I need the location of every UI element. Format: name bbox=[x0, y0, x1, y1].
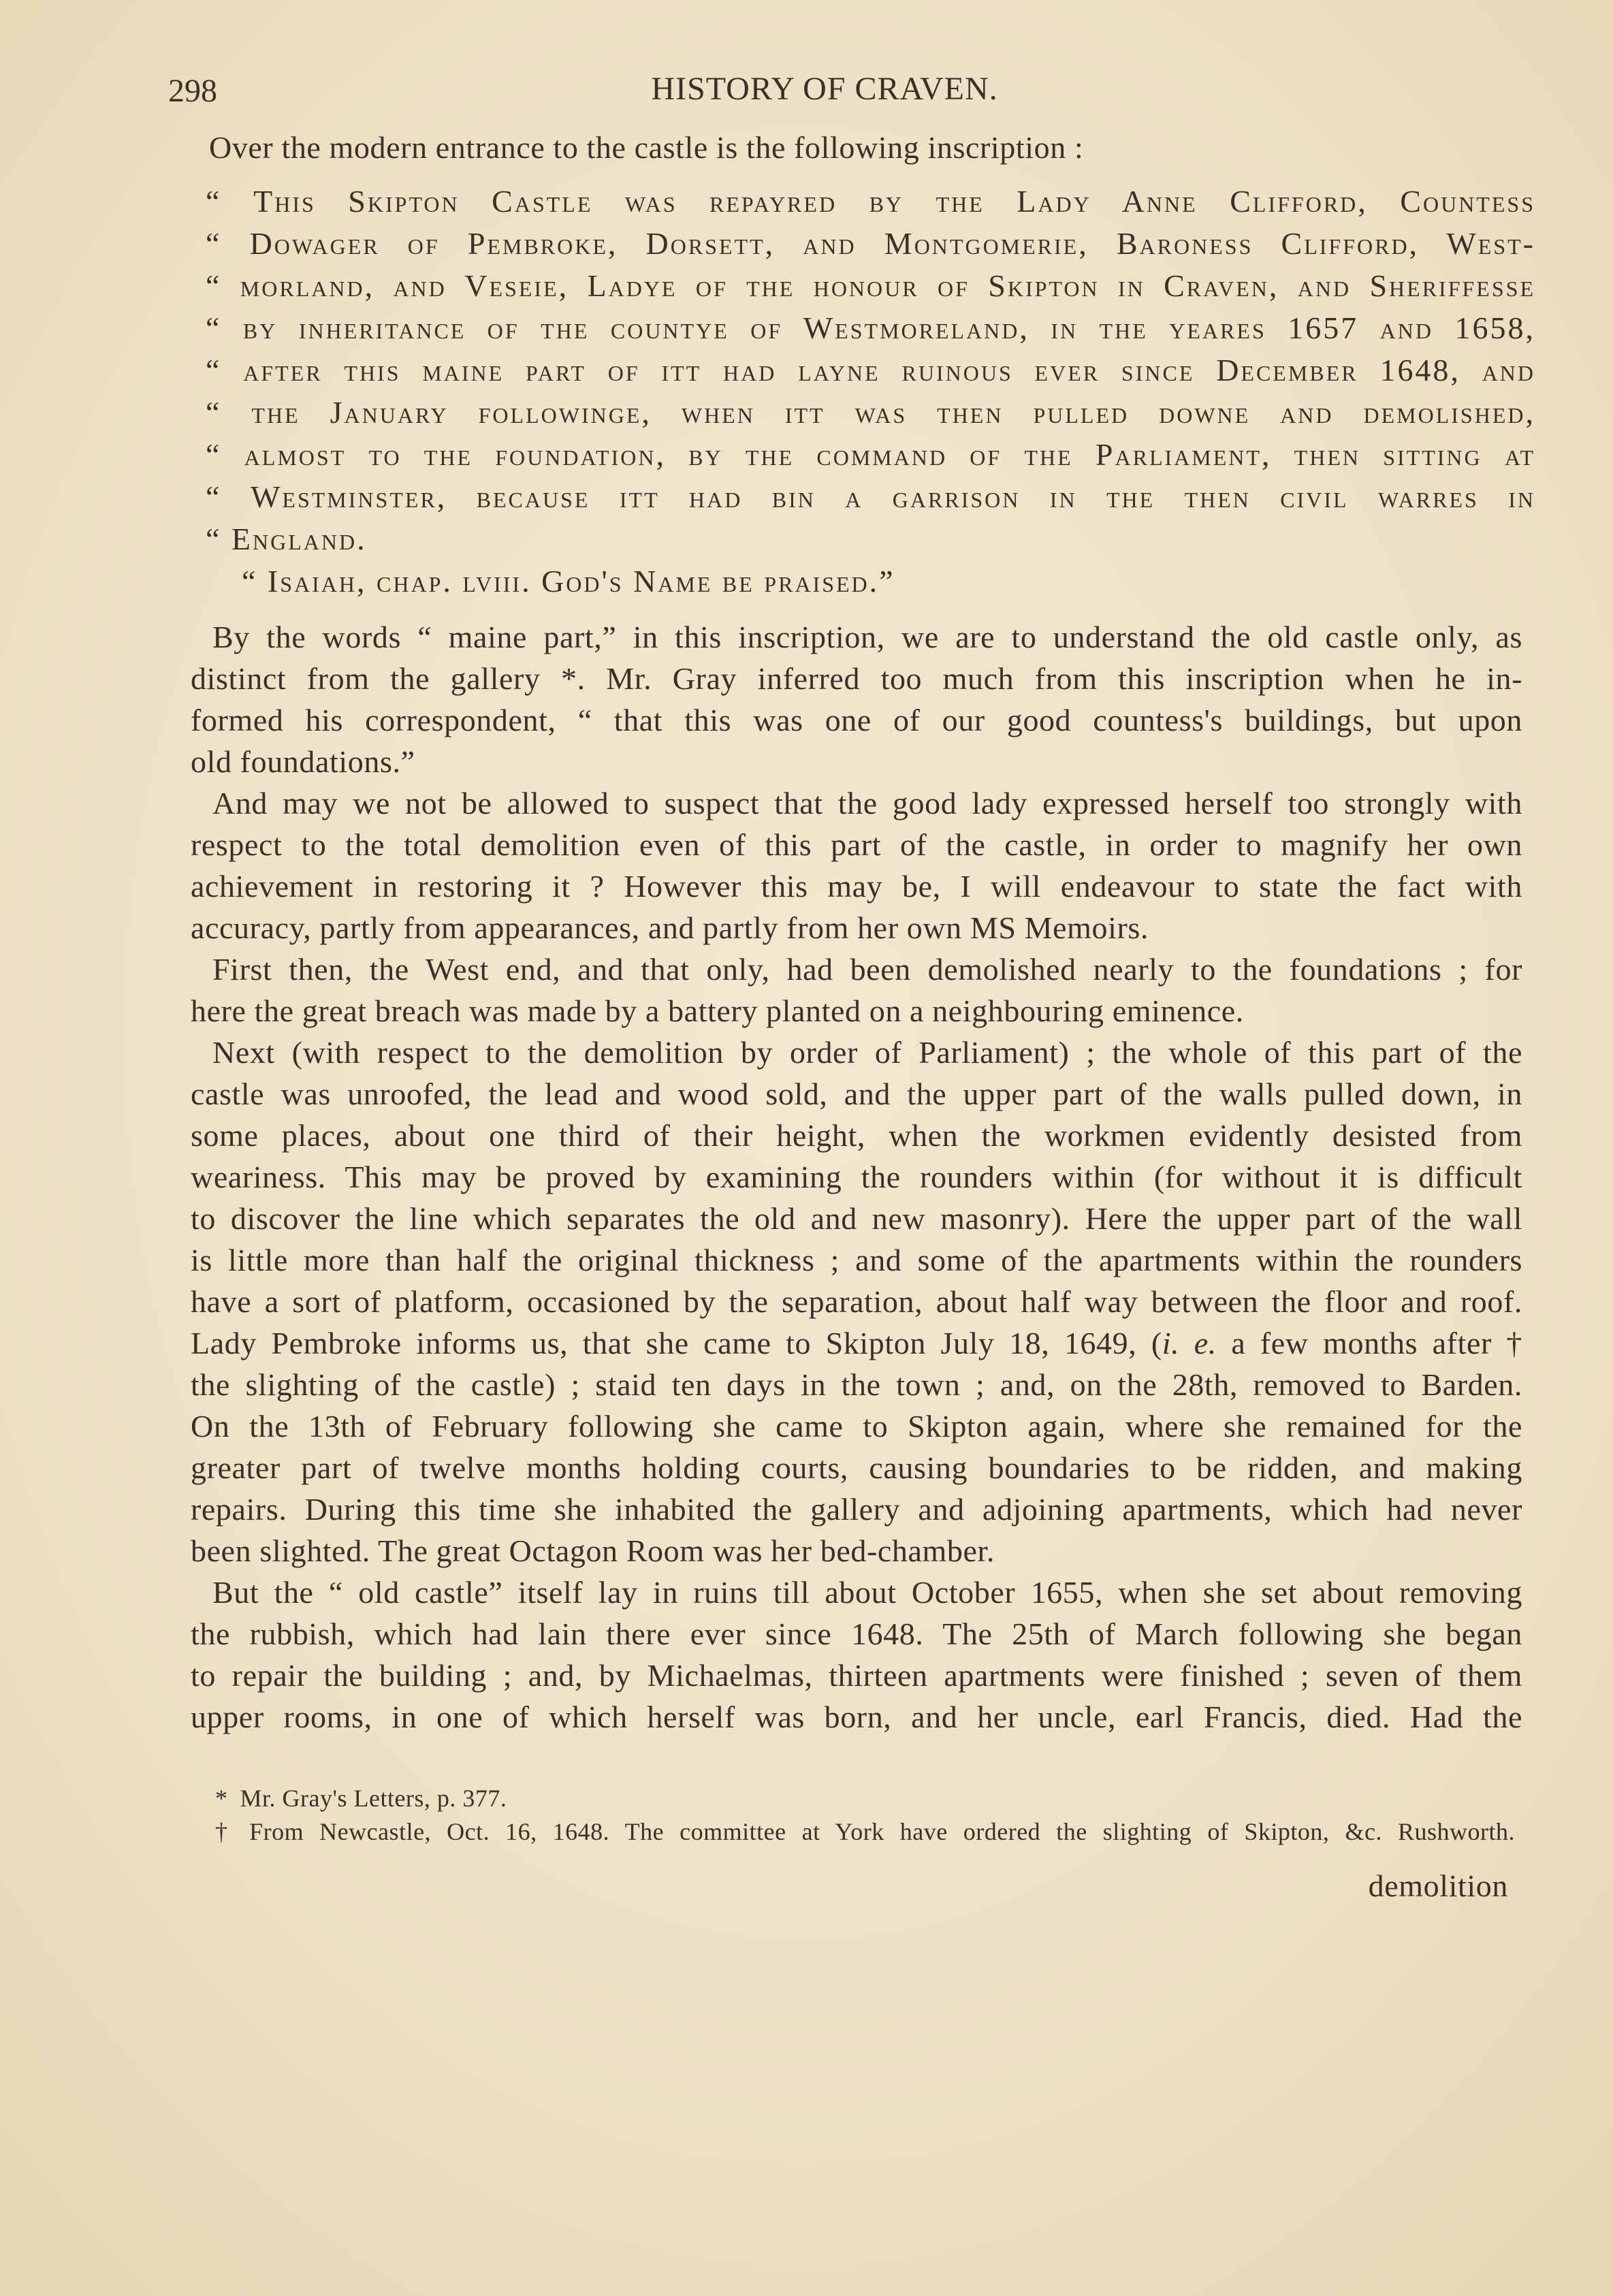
body-line bbox=[191, 1322, 1522, 1364]
body-line: to discover the line which separates the old and new masonry). Here the upper part of the wall bbox=[191, 1201, 1522, 1236]
inscription-block bbox=[206, 180, 1535, 603]
inscription-line: “ Westminster, because itt had bin a garrison in the then civil warres in bbox=[206, 479, 1535, 514]
paragraph bbox=[191, 782, 1522, 948]
body-line: And may we not be allowed to suspect that the good lady expressed herself too strongly with bbox=[212, 786, 1522, 820]
body-text bbox=[191, 616, 1522, 1738]
inscription-line: “ Dowager of Pembroke, Dorsett, and Montgomerie, Baroness Clifford, West- bbox=[206, 226, 1535, 261]
body-line: respect to the total demolition even of this part of the castle, in order to magnify her own bbox=[191, 827, 1522, 862]
paragraph bbox=[191, 616, 1522, 782]
body-line: is little more than half the original thickness ; and some of the apartments within the rounders bbox=[191, 1243, 1522, 1277]
body-line: achievement in restoring it ? However this may be, I will endeavour to state the fact with bbox=[191, 869, 1522, 904]
inscription-line: “ by inheritance of the countye of Westmoreland, in the yeares 1657 and 1658, bbox=[206, 310, 1535, 345]
body-line: here the great breach was made by a battery planted on a neighbouring eminence. bbox=[191, 993, 1244, 1028]
inscription-line: “ almost to the foundation, by the command of the Parliament, then sitting at bbox=[206, 437, 1535, 472]
body-line: weariness. This may be proved by examining the rounders within (for without it is difficult bbox=[191, 1160, 1522, 1194]
body-line: castle was unroofed, the lead and wood sold, and the upper part of the walls pulled down, in bbox=[191, 1077, 1522, 1111]
inscription-line: “ after this maine part of itt had layne ruinous ever since December 1648, and bbox=[206, 353, 1535, 387]
body-line: upper rooms, in one of which herself was born, and her uncle, earl Francis, died. Had the bbox=[191, 1700, 1522, 1734]
body-line: to repair the building ; and, by Michaelmas, thirteen apartments were finished ; seven of them bbox=[191, 1658, 1522, 1693]
footnote bbox=[215, 1815, 1515, 1849]
line-text: Lady Pembroke informs us, that she came to Skipton July 18, 1649, ( bbox=[191, 1326, 1162, 1360]
footnote-text: Mr. Gray's Letters, p. 377. bbox=[240, 1785, 507, 1812]
paragraph bbox=[191, 948, 1522, 1032]
footnote-mark: * bbox=[215, 1785, 228, 1812]
body-line: the slighting of the castle) ; staid ten days in the town ; and, on the 28th, removed to Barden. bbox=[191, 1367, 1522, 1402]
body-line: On the 13th of February following she came to Skipton again, where she remained for the bbox=[191, 1409, 1522, 1444]
page-number: 298 bbox=[168, 73, 217, 109]
footnote-text: From Newcastle, Oct. 16, 1648. The committee at York have ordered the slighting of Skipton, &c. Rushworth. bbox=[249, 1818, 1515, 1845]
body-line: distinct from the gallery *. Mr. Gray inferred too much from this inscription when he in- bbox=[191, 661, 1522, 696]
body-line: formed his correspondent, “ that this was one of our good countess's buildings, but upon bbox=[191, 703, 1522, 737]
inscription-line: “ morland, and Veseie, Ladye of the honour of Skipton in Craven, and Sheriffesse bbox=[206, 268, 1535, 303]
body-line: Next (with respect to the demolition by order of Parliament) ; the whole of this part of the bbox=[212, 1035, 1522, 1070]
body-line: have a sort of platform, occasioned by the separation, about half way between the floor and roof. bbox=[191, 1284, 1522, 1319]
body-line: By the words “ maine part,” in this inscription, we are to understand the old castle only, as bbox=[212, 620, 1522, 654]
body-line: the rubbish, which had lain there ever since 1648. The 25th of March following she began bbox=[191, 1616, 1522, 1651]
body-line: old foundations.” bbox=[191, 744, 415, 779]
body-line: repairs. During this time she inhabited the gallery and adjoining apartments, which had never bbox=[191, 1492, 1522, 1527]
body-line: First then, the West end, and that only, had been demolished nearly to the foundations ; for bbox=[212, 952, 1522, 987]
catchword: demolition bbox=[1368, 1868, 1508, 1903]
inscription-line: “ This Skipton Castle was repayred by the Lady Anne Clifford, Countess bbox=[206, 184, 1535, 219]
body-line: greater part of twelve months holding courts, causing boundaries to be ridden, and making bbox=[191, 1450, 1522, 1485]
body-line: been slighted. The great Octagon Room was her bed-chamber. bbox=[191, 1533, 995, 1568]
inscription-closing: “ Isaiah, chap. lviii. God's Name be praised.” bbox=[242, 564, 895, 599]
footnotes bbox=[215, 1782, 1515, 1849]
paragraph bbox=[191, 1572, 1522, 1738]
paragraph bbox=[191, 1032, 1522, 1572]
body-line: some places, about one third of their height, when the workmen evidently desisted from bbox=[191, 1118, 1522, 1153]
body-line: But the “ old castle” itself lay in ruins till about October 1655, when she set about removing bbox=[212, 1575, 1522, 1610]
inscription-line: “ England. bbox=[206, 522, 367, 556]
italic-abbreviation: i. e. bbox=[1162, 1326, 1217, 1360]
footnote bbox=[215, 1782, 1515, 1815]
line-text: a few months after † bbox=[1216, 1326, 1522, 1360]
intro-line: Over the modern entrance to the castle is the following inscription : bbox=[209, 130, 1084, 165]
inscription-line: “ the January followinge, when itt was then pulled downe and demolished, bbox=[206, 395, 1535, 430]
running-head: HISTORY OF CRAVEN. bbox=[651, 71, 998, 107]
footnote-mark: † bbox=[215, 1818, 238, 1845]
body-line: accuracy, partly from appearances, and partly from her own MS Memoirs. bbox=[191, 910, 1149, 945]
